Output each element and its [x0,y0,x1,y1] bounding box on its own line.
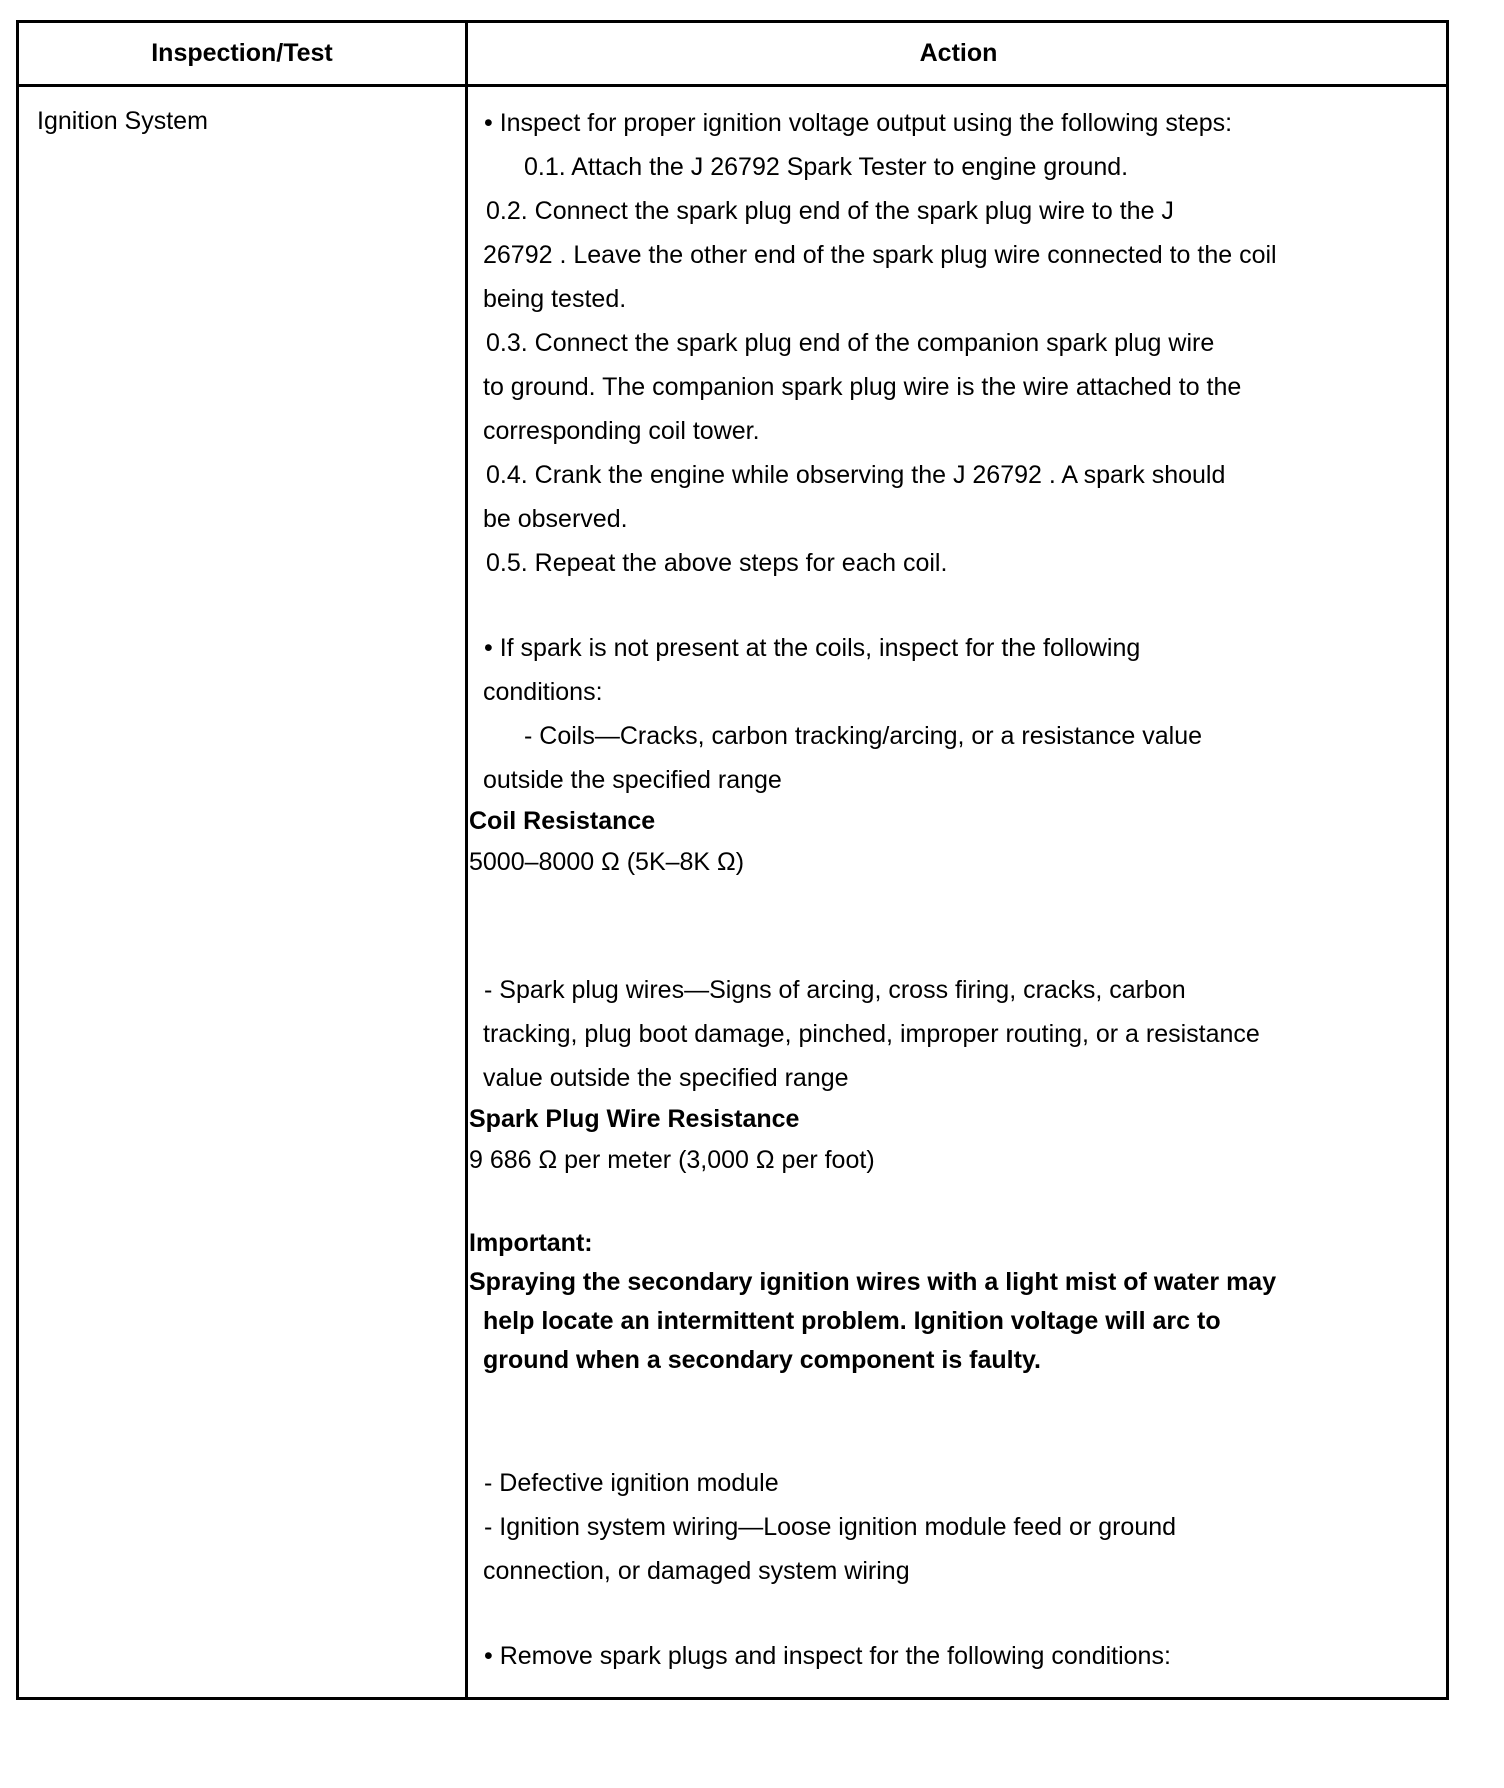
action-line: 26792 . Leave the other end of the spark plug wire connected to the coil [483,241,1277,269]
action-line: - Ignition system wiring—Loose ignition module feed or ground [484,1513,1177,1541]
action-line: 0.4. Crank the engine while observing the J 26792 . A spark should [486,461,1226,489]
header-divider [19,84,1446,87]
action-line: 0.5. Repeat the above steps for each coil. [486,549,948,577]
coil-resistance-value: 5000–8000 Ω (5K–8K Ω) [469,848,745,876]
column-divider [465,23,468,1697]
action-line: conditions: [483,678,603,706]
wire-resistance-label: Spark Plug Wire Resistance [469,1105,800,1133]
action-line: 0.3. Connect the spark plug end of the companion spark plug wire [486,329,1215,357]
important-note: ground when a secondary component is faulty. [483,1346,1041,1374]
action-line: corresponding coil tower. [483,417,760,445]
important-label: Important: [469,1229,593,1257]
action-line: outside the specified range [483,766,782,794]
action-line: 0.1. Attach the J 26792 Spark Tester to engine ground. [524,153,1129,181]
header-inspection-test: Inspection/Test [151,39,333,67]
important-note: Spraying the secondary ignition wires with a light mist of water may [469,1268,1277,1296]
action-line: - Coils—Cracks, carbon tracking/arcing, or a resistance value [524,722,1203,750]
action-line: being tested. [483,285,627,313]
header-action: Action [919,39,998,67]
action-line: - Defective ignition module [484,1469,779,1497]
action-line: • Inspect for proper ignition voltage output using the following steps: [484,109,1233,137]
important-note: help locate an intermittent problem. Ignition voltage will arc to [483,1307,1221,1335]
action-line: • If spark is not present at the coils, inspect for the following [484,634,1141,662]
action-line: be observed. [483,505,628,533]
action-line: to ground. The companion spark plug wire is the wire attached to the [483,373,1242,401]
action-line: 0.2. Connect the spark plug end of the spark plug wire to the J [486,197,1174,225]
inspection-cell: Ignition System [37,107,208,135]
wire-resistance-value: 9 686 Ω per meter (3,000 Ω per foot) [469,1146,875,1174]
action-line: value outside the specified range [483,1064,849,1092]
action-line: - Spark plug wires—Signs of arcing, cross firing, cracks, carbon [484,976,1186,1004]
action-line: tracking, plug boot damage, pinched, improper routing, or a resistance [483,1020,1260,1048]
action-line: • Remove spark plugs and inspect for the following conditions: [484,1642,1171,1670]
inspection-table [16,20,1449,1700]
coil-resistance-label: Coil Resistance [469,807,656,835]
action-line: connection, or damaged system wiring [483,1557,910,1585]
